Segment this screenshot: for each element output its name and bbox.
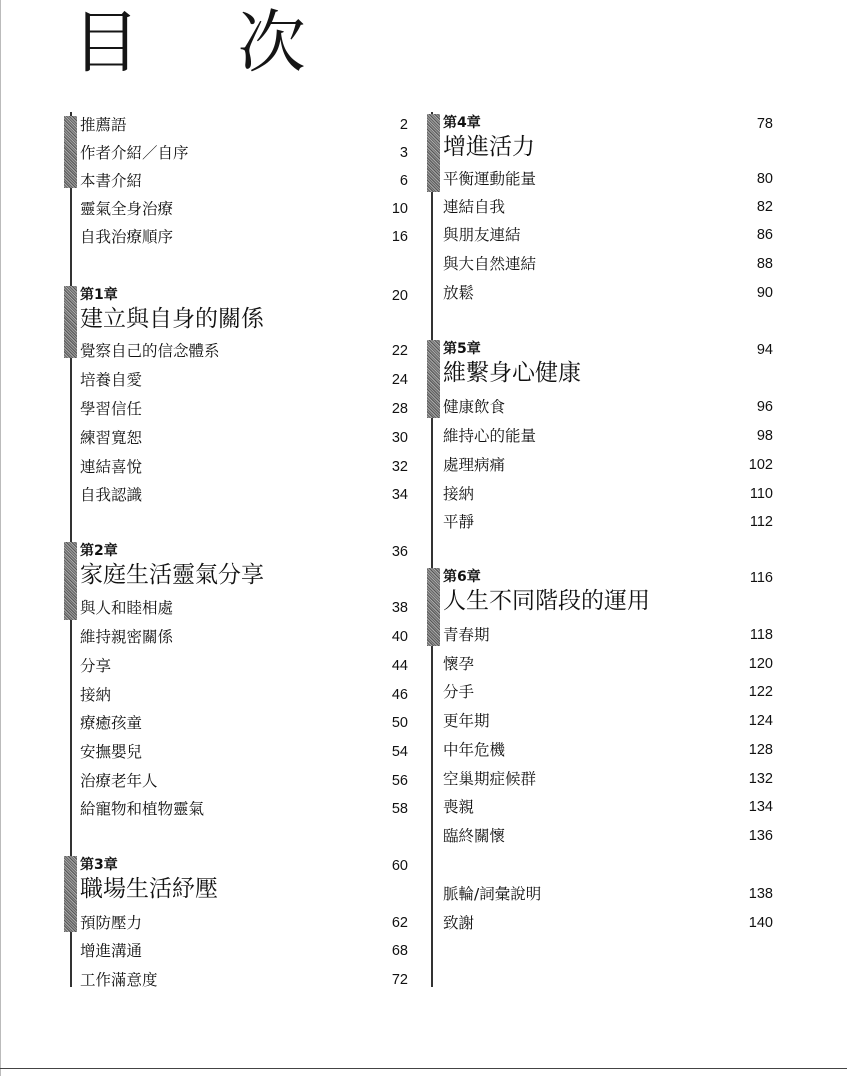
column-rule bbox=[431, 112, 433, 987]
toc-entry[interactable] bbox=[80, 170, 420, 192]
chapter-page: 20 bbox=[391, 288, 408, 304]
entry-label: 平衡運動能量 bbox=[443, 170, 537, 188]
toc-entry[interactable] bbox=[80, 114, 420, 136]
entry-label: 臨終關懷 bbox=[443, 827, 506, 845]
toc-entry[interactable] bbox=[443, 624, 777, 646]
page-edge bbox=[0, 0, 1, 1076]
entry-page: 86 bbox=[756, 227, 773, 243]
entry-label: 空巢期症候群 bbox=[443, 770, 537, 788]
entry-page: 54 bbox=[391, 744, 408, 760]
entry-page: 2 bbox=[399, 117, 408, 133]
chapter-marker bbox=[64, 856, 77, 932]
toc-entry[interactable] bbox=[80, 770, 420, 792]
chapter-page: 78 bbox=[756, 116, 773, 132]
entry-label: 增進溝通 bbox=[80, 942, 143, 960]
entry-page: 110 bbox=[749, 486, 773, 502]
toc-entry[interactable] bbox=[443, 739, 777, 761]
entry-label: 脈輪/詞彙說明 bbox=[443, 885, 542, 903]
chapter-marker bbox=[427, 340, 440, 418]
toc-entry[interactable] bbox=[80, 427, 420, 449]
entry-label: 更年期 bbox=[443, 712, 490, 730]
entry-page: 34 bbox=[391, 487, 408, 503]
entry-page: 50 bbox=[391, 715, 408, 731]
entry-label: 中年危機 bbox=[443, 741, 506, 759]
toc-entry[interactable] bbox=[80, 340, 420, 362]
entry-label: 作者介紹／自序 bbox=[80, 144, 189, 162]
toc-entry[interactable] bbox=[80, 798, 420, 820]
chapter-title: 建立與自身的關係 bbox=[80, 306, 264, 332]
entry-page: 22 bbox=[391, 343, 408, 359]
entry-page: 68 bbox=[391, 943, 408, 959]
chapter-number: 第2章 bbox=[80, 543, 118, 559]
chapter-marker bbox=[64, 286, 77, 358]
entry-label: 分享 bbox=[80, 657, 112, 675]
chapter-number: 第1章 bbox=[80, 287, 118, 303]
entry-page: 140 bbox=[748, 915, 773, 931]
toc-entry[interactable] bbox=[80, 655, 420, 677]
toc-entry[interactable] bbox=[443, 253, 777, 275]
chapter-title: 家庭生活靈氣分享 bbox=[80, 562, 264, 588]
toc-entry[interactable] bbox=[80, 398, 420, 420]
toc-entry[interactable] bbox=[443, 681, 777, 703]
chapter-number: 第3章 bbox=[80, 857, 118, 873]
toc-entry[interactable] bbox=[443, 282, 777, 304]
entry-page: 10 bbox=[391, 201, 408, 217]
footer-rule bbox=[0, 1068, 847, 1069]
chapter-marker bbox=[64, 542, 77, 620]
entry-label: 與大自然連結 bbox=[443, 255, 537, 273]
toc-entry[interactable] bbox=[80, 969, 420, 991]
entry-page: 30 bbox=[391, 430, 408, 446]
toc-entry[interactable] bbox=[80, 597, 420, 619]
toc-entry[interactable] bbox=[443, 224, 777, 246]
toc-entry[interactable] bbox=[80, 456, 420, 478]
toc-entry[interactable] bbox=[443, 653, 777, 675]
toc-entry[interactable] bbox=[80, 684, 420, 706]
entry-page: 62 bbox=[391, 915, 408, 931]
entry-label: 健康飲食 bbox=[443, 398, 506, 416]
entry-page: 124 bbox=[748, 713, 773, 729]
toc-entry[interactable] bbox=[80, 142, 420, 164]
entry-label: 維持親密關係 bbox=[80, 628, 174, 646]
entry-label: 自我認識 bbox=[80, 486, 143, 504]
toc-entry[interactable] bbox=[443, 511, 777, 533]
entry-label: 給寵物和植物靈氣 bbox=[80, 800, 205, 818]
entry-label: 青春期 bbox=[443, 626, 490, 644]
entry-label: 治療老年人 bbox=[80, 772, 158, 790]
toc-entry[interactable] bbox=[80, 198, 420, 220]
entry-page: 134 bbox=[748, 799, 773, 815]
toc-entry[interactable] bbox=[80, 741, 420, 763]
chapter-page: 94 bbox=[756, 342, 773, 358]
entry-label: 靈氣全身治療 bbox=[80, 200, 174, 218]
entry-page: 90 bbox=[756, 285, 773, 301]
entry-page: 72 bbox=[391, 972, 408, 988]
chapter-page: 60 bbox=[391, 858, 408, 874]
entry-page: 88 bbox=[756, 256, 773, 272]
entry-page: 98 bbox=[756, 428, 773, 444]
entry-label: 與朋友連結 bbox=[443, 226, 521, 244]
entry-label: 維持心的能量 bbox=[443, 427, 537, 445]
chapter-title: 人生不同階段的運用 bbox=[443, 588, 650, 614]
chapter-number: 第5章 bbox=[443, 341, 481, 357]
toc-entry[interactable] bbox=[443, 196, 777, 218]
toc-entry[interactable] bbox=[443, 710, 777, 732]
toc-entry[interactable] bbox=[80, 369, 420, 391]
toc-entry[interactable] bbox=[80, 912, 420, 934]
chapter-number: 第4章 bbox=[443, 115, 481, 131]
entry-label: 致謝 bbox=[443, 914, 475, 932]
entry-page: 44 bbox=[391, 658, 408, 674]
toc-entry[interactable] bbox=[80, 626, 420, 648]
section-marker bbox=[64, 116, 77, 188]
chapter-title: 職場生活紓壓 bbox=[80, 876, 218, 902]
entry-label: 學習信任 bbox=[80, 400, 143, 418]
entry-page: 56 bbox=[391, 773, 408, 789]
entry-label: 本書介紹 bbox=[80, 172, 143, 190]
entry-page: 136 bbox=[748, 828, 773, 844]
entry-page: 102 bbox=[748, 457, 773, 473]
entry-page: 58 bbox=[391, 801, 408, 817]
entry-label: 培養自愛 bbox=[80, 371, 143, 389]
toc-entry[interactable] bbox=[443, 454, 777, 476]
entry-label: 分手 bbox=[443, 683, 475, 701]
entry-label: 接納 bbox=[80, 686, 112, 704]
entry-page: 80 bbox=[756, 171, 773, 187]
entry-label: 喪親 bbox=[443, 798, 475, 816]
entry-label: 預防壓力 bbox=[80, 914, 143, 932]
chapter-number: 第6章 bbox=[443, 569, 481, 585]
toc-entry[interactable] bbox=[443, 483, 777, 505]
entry-page: 24 bbox=[391, 372, 408, 388]
entry-label: 自我治療順序 bbox=[80, 228, 174, 246]
entry-page: 82 bbox=[756, 199, 773, 215]
entry-label: 接納 bbox=[443, 485, 475, 503]
toc-entry[interactable] bbox=[80, 484, 420, 506]
entry-label: 覺察自己的信念體系 bbox=[80, 342, 220, 360]
toc-entry[interactable] bbox=[443, 883, 777, 905]
entry-page: 40 bbox=[391, 629, 408, 645]
toc-entry[interactable] bbox=[443, 796, 777, 818]
entry-page: 132 bbox=[748, 771, 773, 787]
chapter-marker bbox=[427, 568, 440, 646]
entry-page: 118 bbox=[749, 627, 773, 643]
entry-page: 122 bbox=[748, 684, 773, 700]
chapter-marker bbox=[427, 114, 440, 192]
entry-page: 46 bbox=[391, 687, 408, 703]
toc-entry[interactable] bbox=[80, 712, 420, 734]
chapter-page: 36 bbox=[391, 544, 408, 560]
entry-label: 安撫嬰兒 bbox=[80, 743, 143, 761]
entry-page: 38 bbox=[391, 600, 408, 616]
entry-page: 96 bbox=[756, 399, 773, 415]
toc-entry[interactable] bbox=[443, 396, 777, 418]
chapter-title: 增進活力 bbox=[443, 134, 535, 160]
entry-page: 32 bbox=[391, 459, 408, 475]
toc-entry[interactable] bbox=[443, 768, 777, 790]
toc-entry[interactable] bbox=[80, 226, 420, 248]
entry-page: 138 bbox=[748, 886, 773, 902]
toc-entry[interactable] bbox=[443, 425, 777, 447]
page-title: 目 次 bbox=[72, 4, 344, 83]
toc-entry[interactable] bbox=[443, 825, 777, 847]
entry-label: 放鬆 bbox=[443, 284, 475, 302]
entry-page: 120 bbox=[748, 656, 773, 672]
chapter-page: 116 bbox=[749, 570, 773, 586]
entry-page: 128 bbox=[748, 742, 773, 758]
entry-label: 懷孕 bbox=[443, 655, 475, 673]
entry-page: 112 bbox=[749, 514, 773, 530]
entry-label: 平靜 bbox=[443, 513, 475, 531]
entry-page: 16 bbox=[391, 229, 408, 245]
entry-label: 與人和睦相處 bbox=[80, 599, 174, 617]
entry-label: 連結自我 bbox=[443, 198, 506, 216]
entry-page: 28 bbox=[391, 401, 408, 417]
toc-entry[interactable] bbox=[443, 168, 777, 190]
entry-label: 連結喜悅 bbox=[80, 458, 143, 476]
toc-entry[interactable] bbox=[443, 912, 777, 934]
entry-label: 處理病痛 bbox=[443, 456, 506, 474]
chapter-title: 維繫身心健康 bbox=[443, 360, 581, 386]
entry-label: 工作滿意度 bbox=[80, 971, 158, 989]
toc-entry[interactable] bbox=[80, 940, 420, 962]
entry-label: 推薦語 bbox=[80, 116, 127, 134]
entry-page: 6 bbox=[399, 173, 408, 189]
entry-page: 3 bbox=[399, 145, 408, 161]
entry-label: 練習寬恕 bbox=[80, 429, 143, 447]
entry-label: 療癒孩童 bbox=[80, 714, 143, 732]
